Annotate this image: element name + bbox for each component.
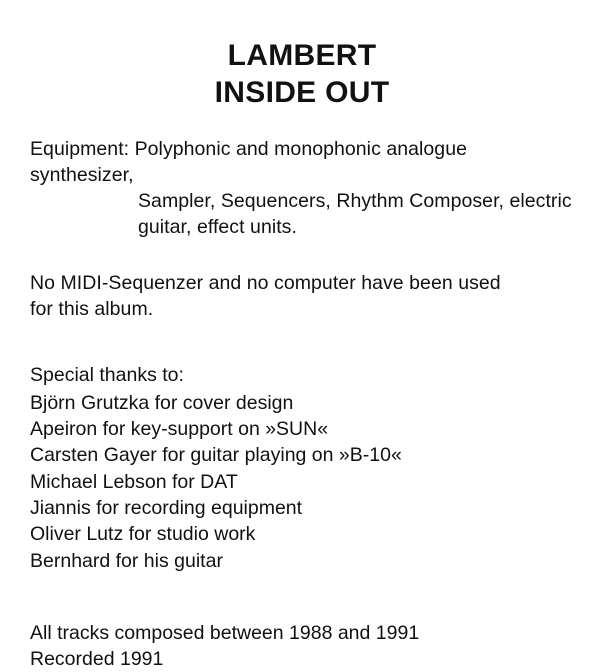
recorded-year-line: Recorded 1991	[30, 648, 164, 671]
special-thanks-heading: Special thanks to:	[30, 363, 184, 386]
list-item: Oliver Lutz for studio work	[30, 523, 256, 546]
list-item: Björn Grutzka for cover design	[30, 391, 294, 414]
equipment-line-2: Sampler, Sequencers, Rhythm Composer, electric	[138, 190, 572, 213]
no-midi-paragraph	[30, 271, 574, 323]
special-thanks-list	[30, 390, 574, 574]
equipment-paragraph	[30, 137, 574, 241]
album-title: INSIDE OUT	[214, 75, 390, 109]
no-midi-line-1: No MIDI-Sequenzer and no computer have been used	[30, 271, 501, 294]
list-item: Bernhard for his guitar	[30, 549, 223, 572]
list-item: Apeiron for key-support on »SUN«	[30, 417, 329, 440]
list-item: Michael Lebson for DAT	[30, 470, 238, 493]
equipment-line-3: guitar, effect units.	[138, 215, 297, 238]
equipment-line-1: Equipment: Polyphonic and monophonic analogue synthesizer,	[30, 138, 467, 187]
composed-years-line: All tracks composed between 1988 and 1991	[30, 621, 420, 644]
list-item: Jiannis for recording equipment	[30, 496, 303, 519]
list-item: Carsten Gayer for guitar playing on »B-10«	[30, 444, 402, 467]
artist-name: LAMBERT	[227, 39, 377, 72]
no-midi-line-2: for this album.	[30, 297, 154, 320]
title-block	[30, 38, 574, 111]
